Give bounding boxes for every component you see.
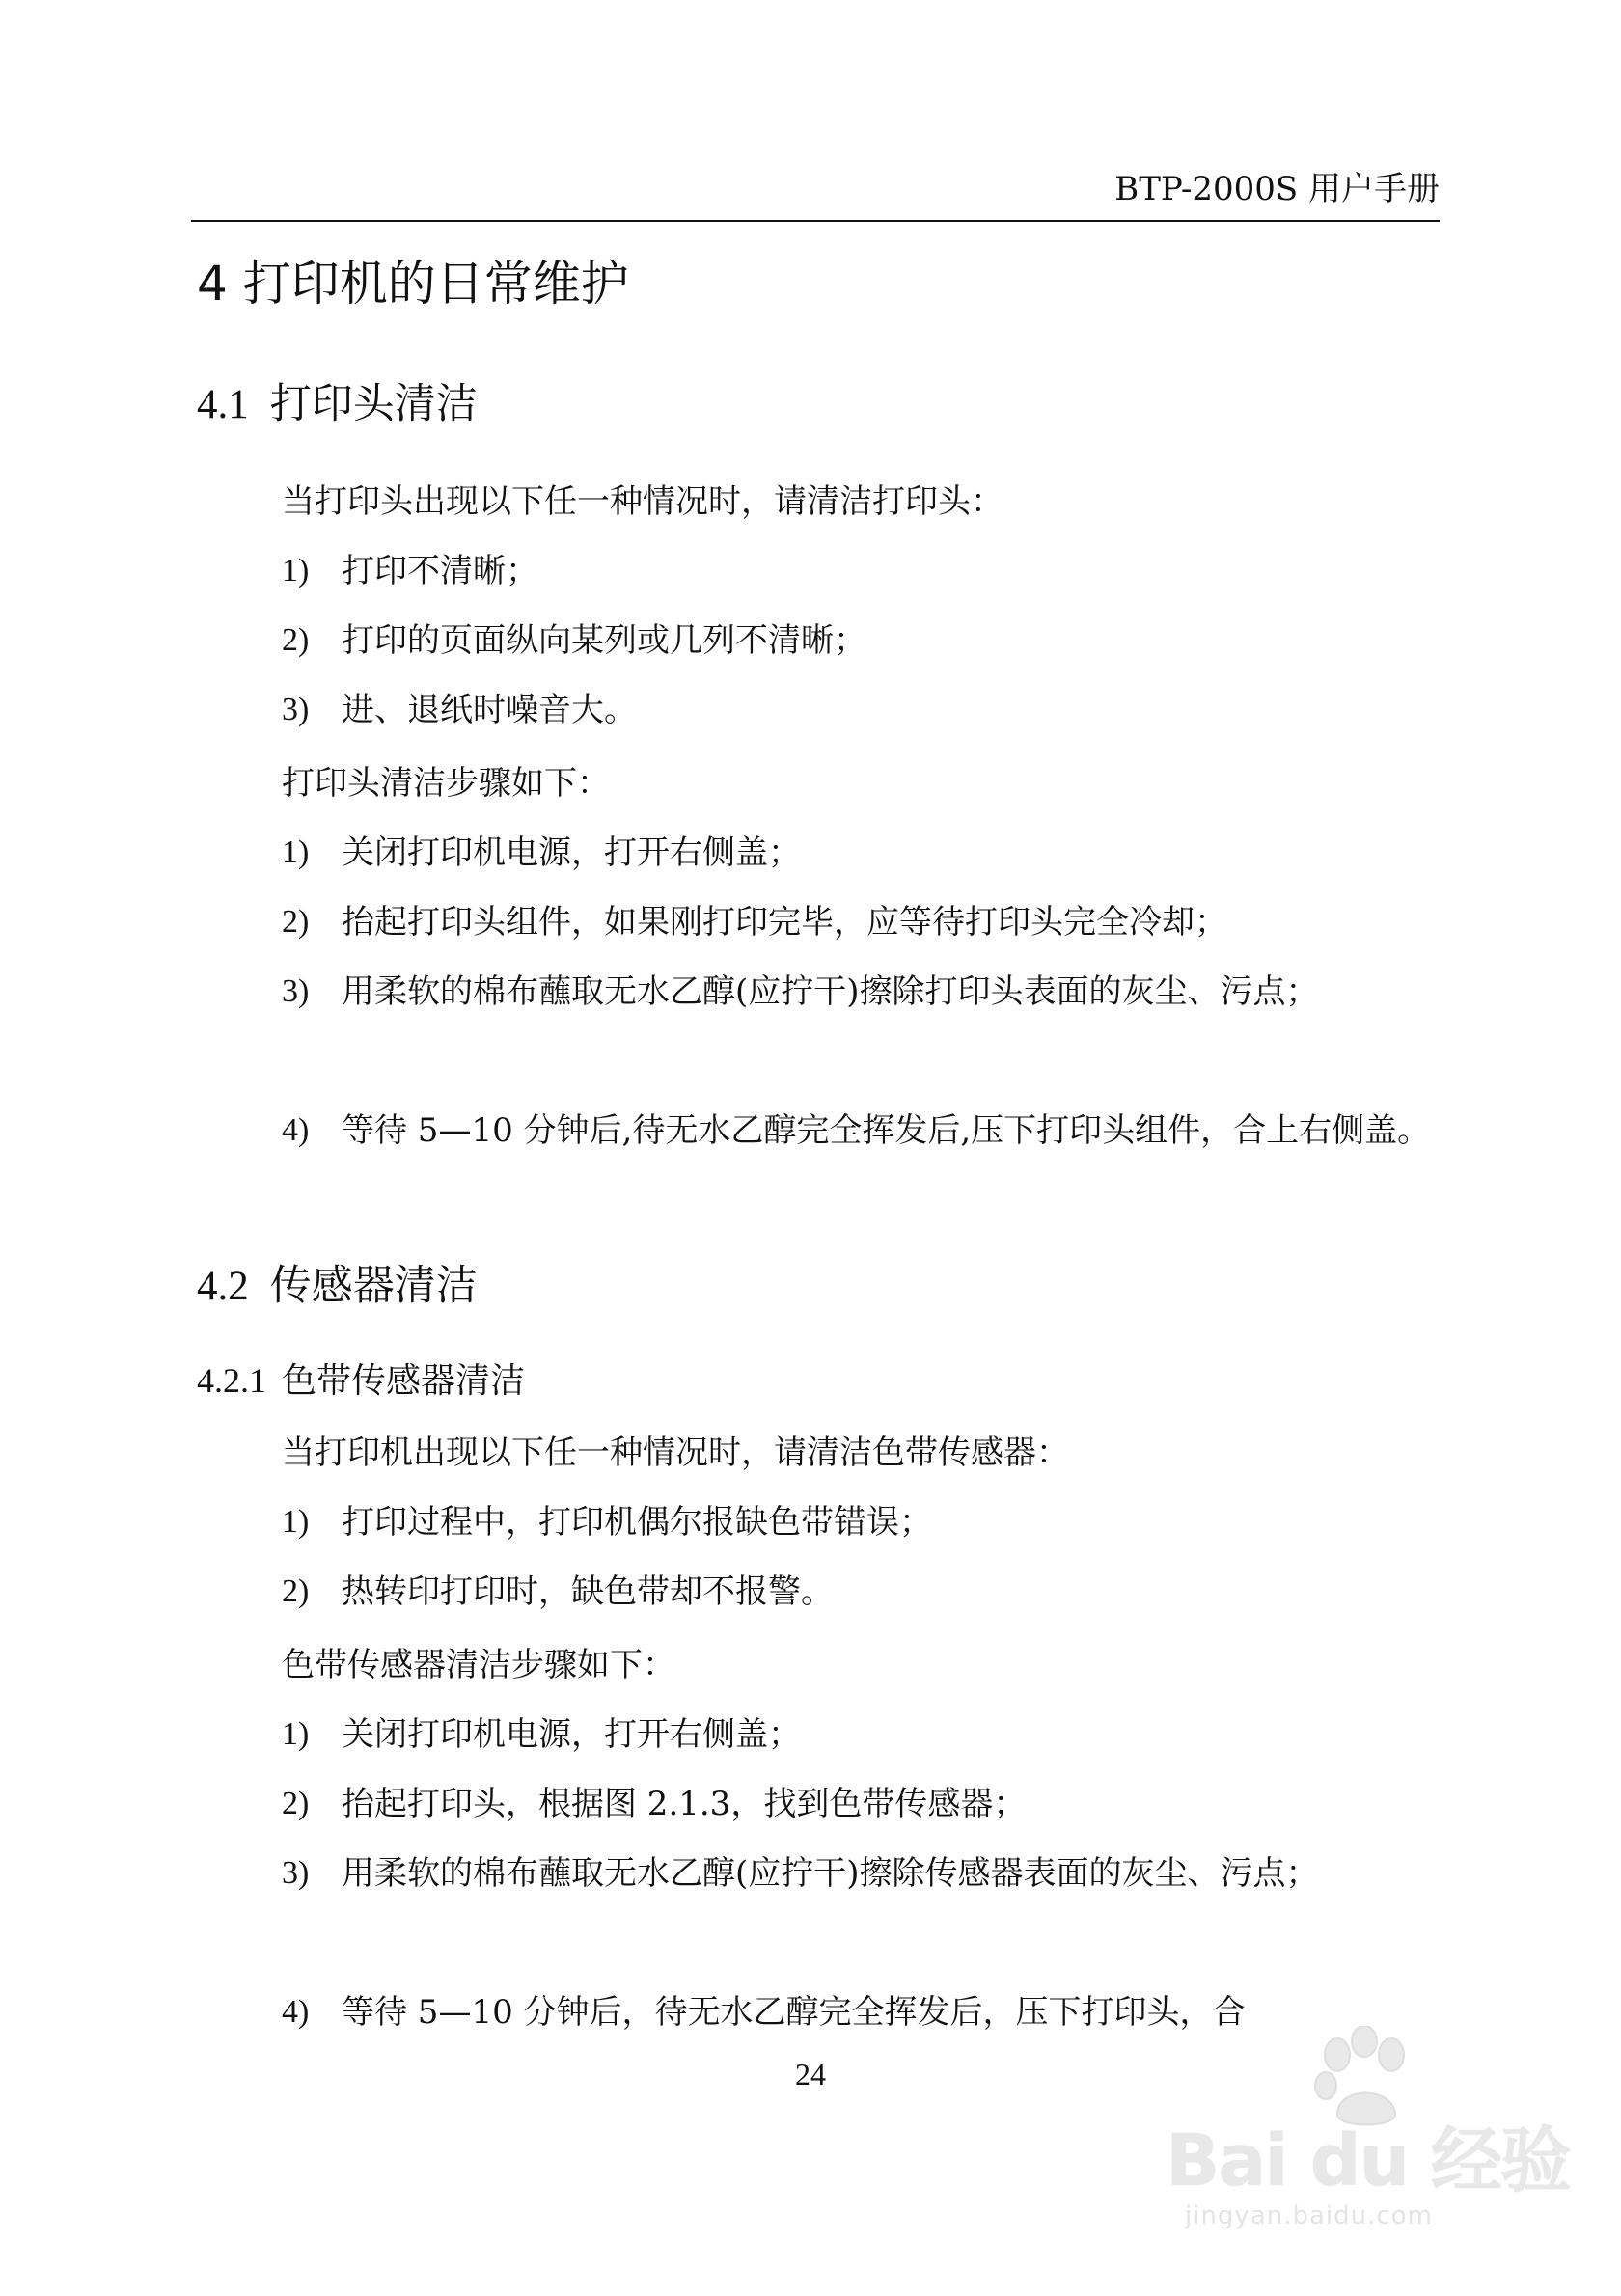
steps-intro: 打印头清洁步骤如下：: [282, 764, 610, 803]
list-item: [282, 606, 1440, 675]
list-item: [282, 536, 1440, 606]
list-text: 用柔软的棉布蘸取无水乙醇(应拧干)擦除传感器表面的灰尘、污点；: [342, 1854, 1319, 1893]
list-text: 打印过程中，打印机偶尔报缺色带错误；: [342, 1503, 932, 1542]
list-item: [282, 1557, 1440, 1626]
list-number: 3): [282, 973, 310, 1009]
section-title: 传感器清洁: [269, 1262, 478, 1310]
subsection-heading-4-2-1: [197, 1358, 525, 1404]
list-text: 打印不清晰；: [342, 552, 538, 590]
watermark-logo: Bai du 经验: [1166, 2119, 1570, 2202]
list-text: 等待 5—10 分钟后，待无水乙醇完全挥发后，压下打印头，合: [342, 1993, 1246, 2032]
list-item: [282, 1700, 1440, 1769]
subsection-number: 4.2.1: [197, 1361, 266, 1400]
list-text: 抬起打印头，根据图 2.1.3，找到色带传感器；: [342, 1785, 1027, 1823]
section-title: 打印头清洁: [269, 380, 478, 428]
list-text: 关闭打印机电源，打开右侧盖；: [342, 1715, 801, 1754]
list-item: [282, 818, 1440, 888]
list-number: 1): [282, 1504, 310, 1540]
list-item: [282, 957, 1440, 1026]
list-text: 用柔软的棉布蘸取无水乙醇(应拧干)擦除打印头表面的灰尘、污点；: [342, 972, 1319, 1011]
list-number: 4): [282, 1994, 310, 2030]
section-intro: 当打印头出现以下任一种情况时，请清洁打印头：: [282, 482, 1003, 521]
list-item: [282, 1839, 1440, 1908]
list-text: 进、退纸时噪音大。: [342, 691, 637, 729]
list-text: 关闭打印机电源，打开右侧盖；: [342, 834, 801, 872]
list-item: [282, 675, 1440, 745]
list-number: 2): [282, 622, 310, 658]
section-heading-4-1: [197, 378, 478, 431]
list-item: [282, 1488, 1440, 1557]
section-number: 4.1: [197, 382, 249, 427]
section-number: 4.2: [197, 1264, 249, 1309]
chapter-title: 4 打印机的日常维护: [197, 256, 629, 312]
list-number: 4): [282, 1112, 310, 1148]
list-text: 热转印打印时，缺色带却不报警。: [342, 1572, 834, 1611]
list-number: 2): [282, 1573, 310, 1609]
watermark-url: jingyan.baidu.com: [1185, 2201, 1433, 2230]
list-text: 等待 5—10 分钟后,待无水乙醇完全挥发后,压下打印头组件，合上右侧盖。: [342, 1111, 1431, 1150]
list-number: 1): [282, 553, 310, 588]
list-number: 2): [282, 904, 310, 940]
list-text: 抬起打印头组件，如果刚打印完毕，应等待打印头完全冷却；: [342, 903, 1227, 942]
list-number: 1): [282, 834, 310, 870]
page-number: 24: [795, 2057, 826, 2091]
list-item: [282, 1769, 1440, 1839]
list-number: 3): [282, 1855, 310, 1891]
list-text: 打印的页面纵向某列或几列不清晰；: [342, 621, 866, 660]
paw-icon: [1308, 2026, 1424, 2132]
list-number: 2): [282, 1786, 310, 1821]
running-header: BTP-2000S 用户手册: [1114, 170, 1440, 208]
steps-intro: 色带传感器清洁步骤如下：: [282, 1646, 675, 1684]
list-number: 3): [282, 692, 310, 727]
baidu-watermark: [1166, 2026, 1571, 2228]
list-item: [282, 1096, 1440, 1165]
list-item: [282, 888, 1440, 957]
subsection-title: 色带传感器清洁: [282, 1361, 526, 1401]
list-number: 1): [282, 1716, 310, 1752]
subsection-intro: 当打印机出现以下任一种情况时，请清洁色带传感器：: [282, 1434, 1069, 1472]
header-rule: [191, 220, 1440, 222]
section-heading-4-2: [197, 1260, 478, 1313]
